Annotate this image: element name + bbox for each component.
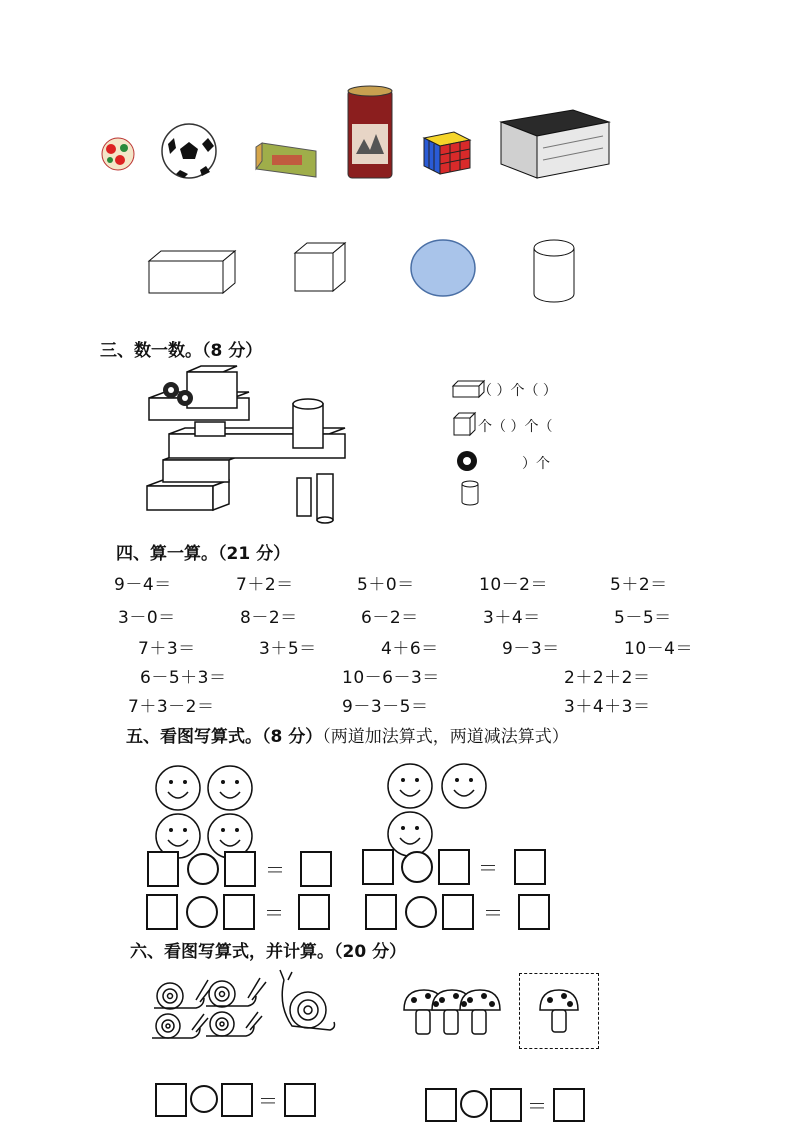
count-row-3-text: ）个 bbox=[522, 456, 550, 472]
equation: 7＋2＝ bbox=[236, 575, 294, 595]
answer-box[interactable] bbox=[298, 894, 330, 930]
answer-box[interactable] bbox=[155, 1083, 187, 1117]
equation: 5＋0＝ bbox=[357, 575, 415, 595]
count-row-2-text: 个（ ）个（ bbox=[478, 419, 553, 435]
stacked-blocks-figure bbox=[145, 364, 353, 524]
equation: 3＋4＋3＝ bbox=[564, 697, 651, 717]
operator-circle[interactable] bbox=[190, 1085, 218, 1113]
snails-figure bbox=[148, 970, 338, 1042]
answer-box[interactable] bbox=[300, 851, 332, 887]
equation: 3＋4＝ bbox=[483, 608, 541, 628]
equals-sign: ＝ bbox=[258, 1089, 278, 1113]
section5-heading bbox=[126, 722, 569, 747]
equation: 2＋2＋2＝ bbox=[564, 668, 651, 688]
section5-title: 五、看图写算式。（8 分） bbox=[126, 727, 323, 747]
answer-box[interactable] bbox=[490, 1088, 522, 1122]
equation: 9－3－5＝ bbox=[342, 697, 429, 717]
equation: 10－6－3＝ bbox=[342, 668, 440, 688]
cylinder-shape bbox=[532, 238, 576, 304]
equation: 8－2＝ bbox=[240, 608, 298, 628]
cylinder-icon bbox=[460, 480, 480, 508]
operator-circle[interactable] bbox=[186, 896, 218, 928]
equals-sign: ＝ bbox=[264, 901, 284, 925]
smiley-faces-left bbox=[150, 764, 260, 860]
equation: 10－4＝ bbox=[624, 639, 693, 659]
equation: 6－5＋3＝ bbox=[140, 668, 227, 688]
cube-icon bbox=[453, 412, 477, 436]
mushrooms-figure bbox=[402, 986, 506, 1038]
tea-can-image bbox=[346, 84, 394, 184]
section5-note: （两道加法算式，两道减法算式） bbox=[322, 727, 569, 747]
operator-circle[interactable] bbox=[401, 851, 433, 883]
answer-box[interactable] bbox=[146, 894, 178, 930]
equation: 5－5＝ bbox=[614, 608, 672, 628]
equation: 6－2＝ bbox=[361, 608, 419, 628]
matchbox-image bbox=[252, 133, 324, 183]
answer-box[interactable] bbox=[147, 851, 179, 887]
shoe-box-image bbox=[497, 108, 611, 180]
equals-sign: ＝ bbox=[527, 1094, 547, 1118]
answer-box[interactable] bbox=[425, 1088, 457, 1122]
equation: 9－4＝ bbox=[114, 575, 172, 595]
small-ball-image bbox=[100, 136, 136, 172]
section6-heading: 六、看图写算式，并计算。（20 分） bbox=[130, 942, 407, 962]
answer-box[interactable] bbox=[224, 851, 256, 887]
cuboid-shape bbox=[147, 249, 237, 295]
equals-sign: ＝ bbox=[483, 901, 503, 925]
answer-box[interactable] bbox=[514, 849, 546, 885]
answer-box[interactable] bbox=[438, 849, 470, 885]
section3-heading: 三、数一数。（8 分） bbox=[100, 341, 263, 361]
answer-box[interactable] bbox=[221, 1083, 253, 1117]
equation: 4＋6＝ bbox=[381, 639, 439, 659]
rubik-cube-image bbox=[420, 128, 474, 176]
equation: 5＋2＝ bbox=[610, 575, 668, 595]
equation: 3－0＝ bbox=[118, 608, 176, 628]
ball-icon bbox=[456, 450, 478, 472]
operator-circle[interactable] bbox=[187, 853, 219, 885]
equals-sign: ＝ bbox=[265, 858, 285, 882]
equation: 9－3＝ bbox=[502, 639, 560, 659]
count-row-1-text: （ ）个（ ） bbox=[478, 383, 557, 399]
equals-sign: ＝ bbox=[478, 856, 498, 880]
smiley-faces-right bbox=[384, 764, 490, 860]
answer-box[interactable] bbox=[223, 894, 255, 930]
operator-circle[interactable] bbox=[405, 896, 437, 928]
soccer-ball-image bbox=[160, 122, 218, 180]
answer-box[interactable] bbox=[553, 1088, 585, 1122]
sphere-shape bbox=[409, 238, 477, 298]
cube-shape bbox=[293, 241, 347, 293]
answer-box[interactable] bbox=[518, 894, 550, 930]
section4-heading: 四、算一算。（21 分） bbox=[116, 544, 291, 564]
operator-circle[interactable] bbox=[460, 1090, 488, 1118]
mushroom-in-box bbox=[538, 988, 580, 1036]
equation: 10－2＝ bbox=[479, 575, 548, 595]
equation: 7＋3＝ bbox=[138, 639, 196, 659]
equation: 3＋5＝ bbox=[259, 639, 317, 659]
equation: 7＋3－2＝ bbox=[128, 697, 215, 717]
answer-box[interactable] bbox=[365, 894, 397, 930]
answer-box[interactable] bbox=[442, 894, 474, 930]
answer-box[interactable] bbox=[362, 849, 394, 885]
answer-box[interactable] bbox=[284, 1083, 316, 1117]
